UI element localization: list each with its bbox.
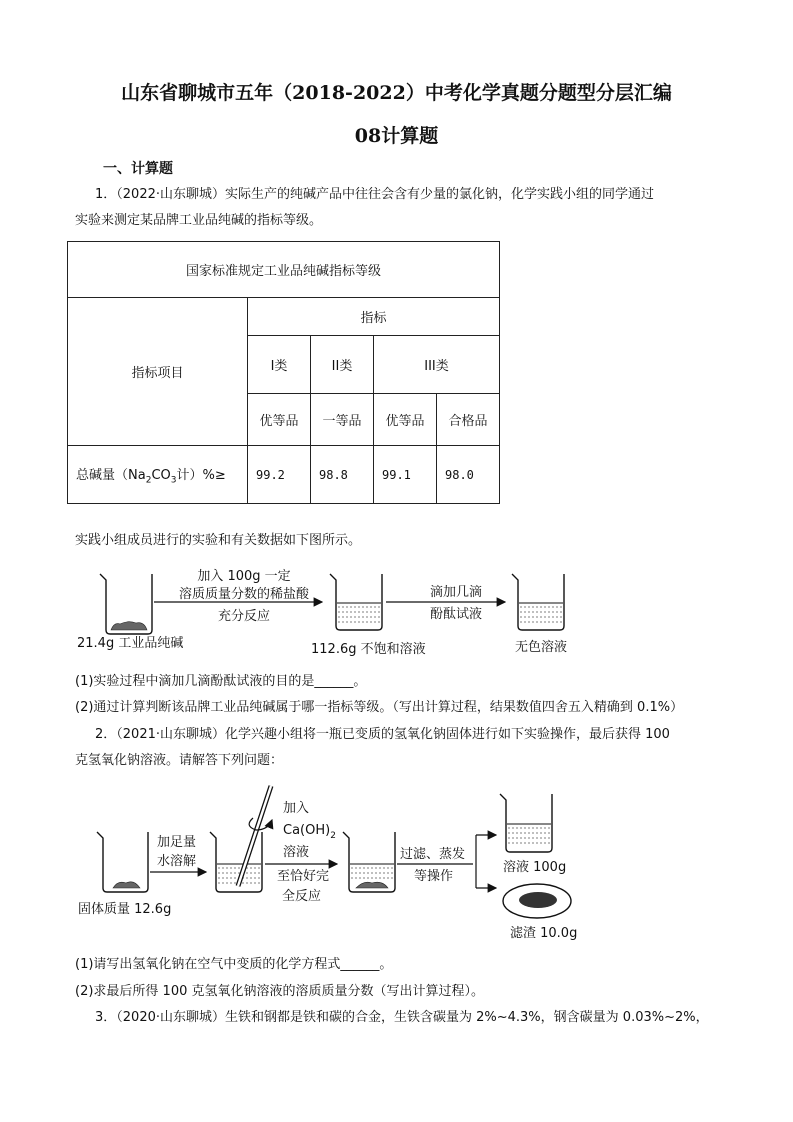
reagent-label-1: 加入 — [283, 801, 310, 816]
table-value: 99.1 — [374, 446, 437, 504]
solid-mass-label: 固体质量 12.6g — [78, 902, 172, 917]
beaker-icon — [500, 794, 552, 852]
arrow2-label-2: 酚酞试液 — [429, 607, 483, 622]
table-grade: 优等品 — [374, 394, 437, 446]
q3-text-line1: 3．（2020·山东聊城）生铁和钢都是铁和碳的合金，生铁含碳量为 2%~4.3%，钢含碳量为 0.03%~2%， — [95, 1010, 709, 1025]
step2-label-1: 至恰好完 — [277, 869, 330, 884]
step3-label-1: 过滤、蒸发 — [400, 847, 466, 862]
beaker-icon — [330, 574, 382, 630]
filtrate-label: 溶液 100g — [503, 860, 567, 875]
beaker-icon — [343, 832, 395, 892]
reagent-label-2: $Ca(OH)_2$ — [283, 823, 336, 841]
table-grade: 合格品 — [437, 394, 500, 446]
q1-text-line2: 实验来测定某品牌工业品纯碱的指标等级。 — [75, 213, 323, 228]
table-value: 98.0 — [437, 446, 500, 504]
grade-standard-table — [67, 241, 500, 504]
table-class-1: I类 — [248, 336, 311, 394]
table-value: 99.2 — [248, 446, 311, 504]
table-class-2: II类 — [311, 336, 374, 394]
table-value: 98.8 — [311, 446, 374, 504]
arrow1-label-2: 溶质质量分数的稀盐酸 — [178, 587, 310, 602]
section-heading: 一、计算题 — [103, 161, 173, 177]
q1-experiment-intro: 实践小组成员进行的实验和有关数据如下图所示。 — [75, 533, 362, 548]
table-grade: 优等品 — [248, 394, 311, 446]
experiment-diagram-2 — [0, 780, 793, 945]
glass-rod-icon — [238, 786, 272, 886]
evaporating-dish-icon — [503, 884, 571, 918]
q2-text-line2: 克氢氧化钠溶液。请解答下列问题： — [75, 753, 284, 768]
table-item-header: 指标项目 — [68, 298, 248, 446]
q1-sub2: (2)通过计算判断该品牌工业品纯碱属于哪一指标等级。（写出计算过程，结果数值四舍五入精确到 0.1%） — [75, 700, 684, 715]
reagent-label-3: 溶液 — [283, 845, 310, 860]
beaker-icon — [512, 574, 564, 630]
arrow1-label-3: 充分反应 — [217, 609, 271, 624]
q2-text-line1: 2．（2021·山东聊城）化学兴趣小组将一瓶已变质的氢氧化钠固体进行如下实验操作，最后获得 100 — [95, 727, 670, 742]
table-row-label: 总碱量（$Na_2CO_3$计）%≥ — [68, 446, 248, 504]
label-unsaturated-solution: 112.6g 不饱和溶液 — [311, 642, 426, 657]
step2-label-2: 全反应 — [282, 889, 322, 904]
label-colorless-solution: 无色溶液 — [515, 640, 568, 655]
beaker-icon — [97, 832, 148, 892]
q2-sub2: (2)求最后所得 100 克氢氧化钠溶液的溶质质量分数（写出计算过程）。 — [75, 984, 484, 999]
residue-label: 滤渣 10.0g — [510, 926, 578, 941]
table-index-header: 指标 — [248, 298, 500, 336]
step3-label-2: 等操作 — [414, 869, 454, 884]
step1-label-2: 水溶解 — [157, 854, 197, 869]
q1-sub1: (1)实验过程中滴加几滴酚酞试液的目的是______。 — [75, 674, 367, 689]
document-subtitle: 08计算题 — [354, 125, 439, 147]
arrow1-label-1: 加入 100g 一定 — [197, 569, 291, 584]
table-class-3: III类 — [374, 336, 500, 394]
beaker-icon — [100, 574, 152, 634]
q1-text-line1: 1．（2022·山东聊城）实际生产的纯碱产品中往往会含有少量的氯化钠，化学实践小组的同学通过 — [95, 187, 654, 202]
q2-sub1: (1)请写出氢氧化钠在空气中变质的化学方程式______。 — [75, 957, 393, 972]
experiment-diagram-1 — [0, 560, 793, 660]
step1-label-1: 加足量 — [157, 835, 197, 850]
arrow2-label-1: 滴加几滴 — [429, 585, 483, 600]
label-sample: 21.4g 工业品纯碱 — [77, 636, 184, 651]
document-title: 山东省聊城市五年（2018-2022）中考化学真题分题型分层汇编 — [121, 82, 672, 104]
table-grade: 一等品 — [311, 394, 374, 446]
table-caption: 国家标准规定工业品纯碱指标等级 — [68, 242, 500, 298]
